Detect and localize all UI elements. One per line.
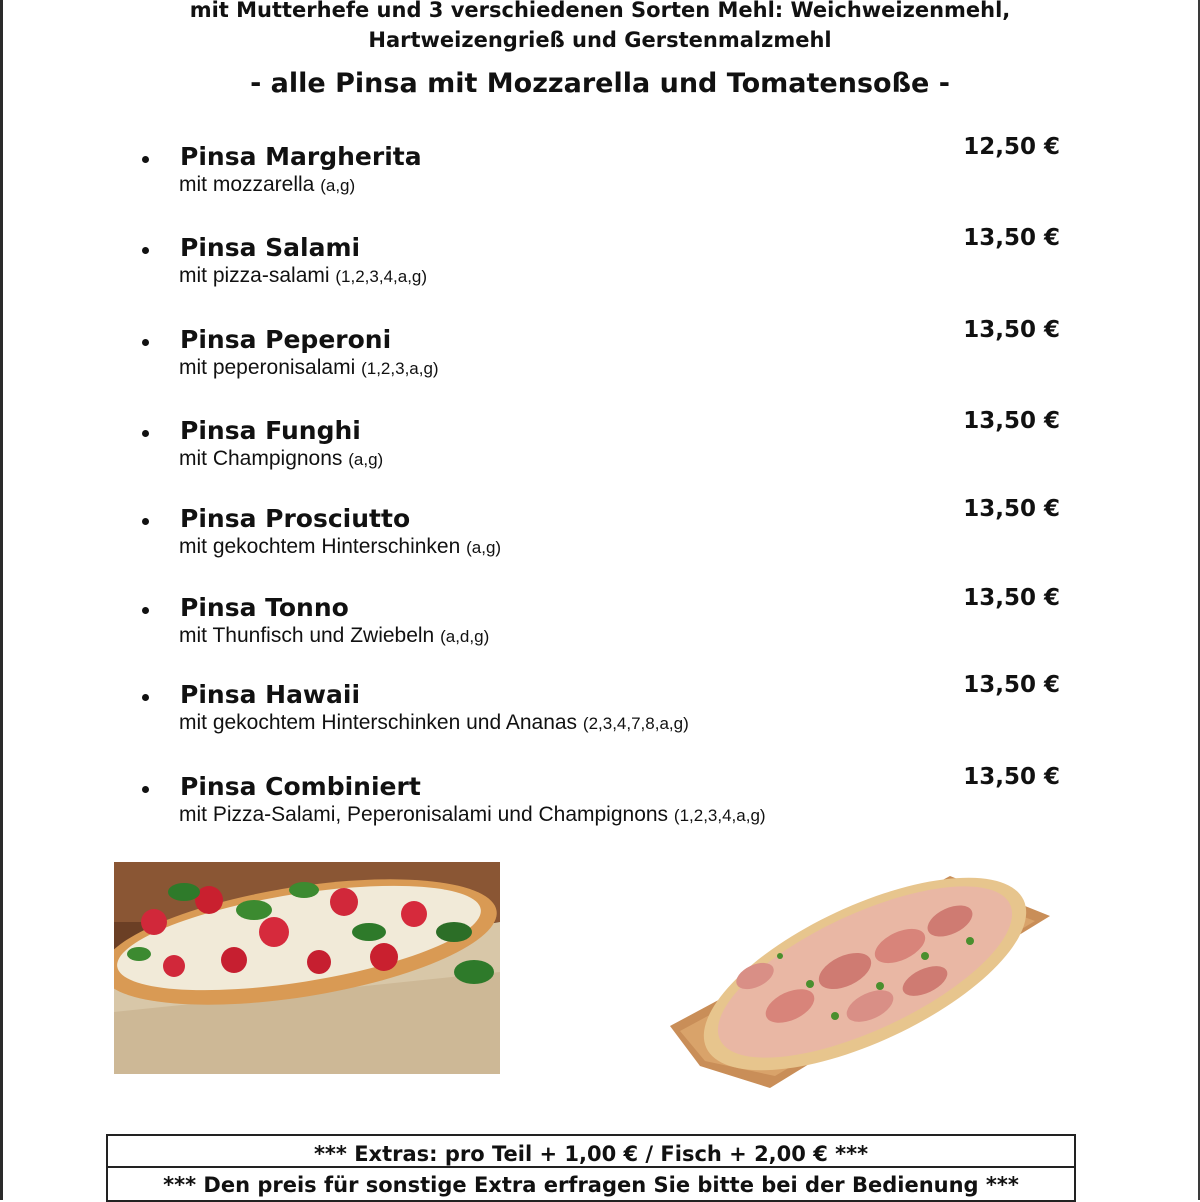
bullet-icon: [142, 694, 149, 701]
bullet-icon: [142, 607, 149, 614]
item-allergens: (a,g): [320, 176, 356, 195]
item-name: Pinsa Prosciutto: [180, 504, 411, 533]
pinsa-photo-left: [114, 862, 500, 1074]
item-name: Pinsa Funghi: [180, 416, 361, 445]
menu-item: [140, 585, 1070, 673]
menu-item: [140, 134, 1070, 222]
item-price: 13,50 €: [963, 585, 1060, 611]
item-price: 12,50 €: [963, 134, 1060, 160]
extras-note-line: *** Den preis für sonstige Extra erfragen Sie bitte bei der Bedienung ***: [163, 1173, 1019, 1197]
item-description: [179, 264, 427, 288]
item-desc-text: mit peperonisalami: [179, 356, 356, 379]
item-name: Pinsa Hawaii: [180, 680, 361, 709]
item-allergens: (1,2,3,4,a,g): [335, 267, 428, 286]
item-allergens: (a,g): [348, 450, 384, 469]
item-description: [179, 624, 489, 648]
item-price: 13,50 €: [963, 496, 1060, 522]
menu-item: [140, 764, 1070, 852]
pinsa-tomato-basil-image: [114, 862, 500, 1074]
extras-price-line: *** Extras: pro Teil + 1,00 € / Fisch + 2,00 € ***: [313, 1142, 869, 1166]
extras-divider: [108, 1166, 1074, 1168]
item-allergens: (2,3,4,7,8,a,g): [582, 714, 689, 733]
item-desc-text: mit Thunfisch und Zwiebeln: [179, 624, 435, 647]
item-description: [179, 711, 689, 735]
item-name: Pinsa Margherita: [180, 142, 422, 171]
item-name: Pinsa Salami: [180, 233, 361, 262]
menu-item: [140, 672, 1070, 760]
item-description: [179, 173, 355, 197]
extras-box: [106, 1134, 1076, 1202]
item-allergens: (1,2,3,a,g): [361, 359, 439, 378]
item-price: 13,50 €: [963, 317, 1060, 343]
bullet-icon: [142, 247, 149, 254]
item-name: Pinsa Tonno: [180, 593, 349, 622]
item-desc-text: mit Pizza-Salami, Peperonisalami und Champignons: [179, 803, 669, 826]
page-edge-left: [0, 0, 3, 1200]
bullet-icon: [142, 156, 149, 163]
menu-item: [140, 317, 1070, 405]
bullet-icon: [142, 786, 149, 793]
item-description: [179, 356, 439, 380]
item-allergens: (a,g): [466, 538, 502, 557]
header-line-3: - alle Pinsa mit Mozzarella und Tomatensoße -: [250, 68, 950, 99]
bullet-icon: [142, 430, 149, 437]
item-description: [179, 447, 383, 471]
item-price: 13,50 €: [963, 764, 1060, 790]
item-description: [179, 535, 501, 559]
bullet-icon: [142, 518, 149, 525]
item-name: Pinsa Peperoni: [180, 325, 392, 354]
item-desc-text: mit Champignons: [179, 447, 343, 470]
item-description: [179, 803, 766, 827]
item-desc-text: mit mozzarella: [179, 173, 315, 196]
item-price: 13,50 €: [963, 225, 1060, 251]
item-desc-text: mit gekochtem Hinterschinken und Ananas: [179, 711, 578, 734]
header-line-1: mit Mutterhefe und 3 verschiedenen Sorten Mehl: Weichweizenmehl,: [189, 0, 1011, 22]
menu-item: [140, 408, 1070, 496]
menu-item: [140, 496, 1070, 584]
header-line-2: Hartweizengrieß und Gerstenmalzmehl: [368, 28, 832, 52]
bullet-icon: [142, 339, 149, 346]
pinsa-photo-right: [660, 866, 1052, 1088]
item-allergens: (1,2,3,4,a,g): [673, 806, 766, 825]
item-desc-text: mit gekochtem Hinterschinken: [179, 535, 461, 558]
item-allergens: (a,d,g): [440, 627, 490, 646]
item-price: 13,50 €: [963, 672, 1060, 698]
item-name: Pinsa Combiniert: [180, 772, 421, 801]
pinsa-prosciutto-image: [660, 866, 1052, 1088]
menu-item: [140, 225, 1070, 313]
item-price: 13,50 €: [963, 408, 1060, 434]
item-desc-text: mit pizza-salami: [179, 264, 330, 287]
